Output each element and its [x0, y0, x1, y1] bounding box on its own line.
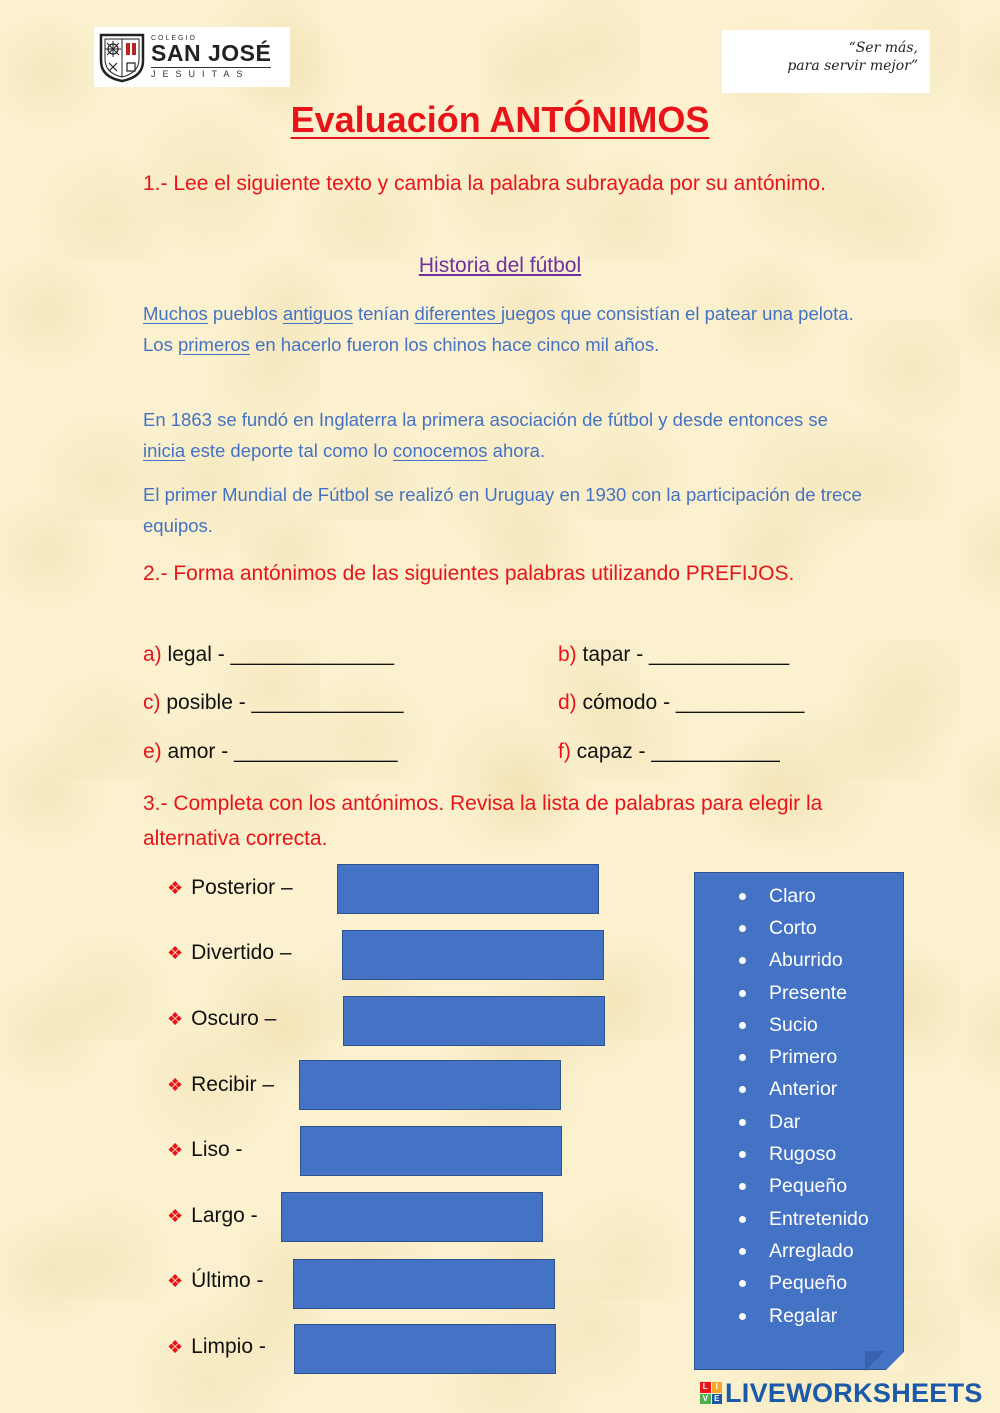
page-fold-corner	[885, 1351, 905, 1371]
q3-item: ❖ Recibir –	[167, 1073, 275, 1096]
diamond-bullet-icon: ❖	[167, 1074, 184, 1095]
q1-instruction: 1.- Lee el siguiente texto y cambia la palabra subrayada por su antónimo.	[143, 172, 826, 195]
answer-box-ultimo[interactable]	[293, 1259, 555, 1309]
word-option[interactable]: Rugoso	[695, 1138, 903, 1170]
q2-instruction: 2.- Forma antónimos de las siguientes palabras utilizando PREFIJOS.	[143, 562, 795, 585]
word-list	[694, 872, 904, 1370]
answer-box-limpio[interactable]	[294, 1324, 556, 1374]
underlined-word: Muchos	[143, 303, 208, 324]
school-logo	[94, 27, 290, 87]
answer-box-liso[interactable]	[300, 1126, 562, 1176]
diamond-bullet-icon: ❖	[167, 1336, 184, 1357]
prefix-item-b[interactable]: b) tapar - ____________	[558, 643, 790, 666]
answer-box-recibir[interactable]	[299, 1060, 561, 1110]
underlined-word: diferentes	[414, 303, 501, 324]
word-option[interactable]: Pequeño	[695, 1268, 903, 1300]
diamond-bullet-icon: ❖	[167, 1008, 184, 1029]
diamond-bullet-icon: ❖	[167, 1139, 184, 1160]
word-option[interactable]: Arreglado	[695, 1235, 903, 1267]
prefix-item-e[interactable]: e) amor - ______________	[143, 740, 398, 763]
word-option[interactable]: Anterior	[695, 1074, 903, 1106]
q3-item: ❖ Divertido –	[167, 941, 292, 964]
diamond-bullet-icon: ❖	[167, 1270, 184, 1291]
word-option[interactable]: Claro	[695, 880, 903, 912]
underlined-word: antiguos	[282, 303, 353, 324]
diamond-bullet-icon: ❖	[167, 1205, 184, 1226]
diamond-bullet-icon: ❖	[167, 877, 184, 898]
underlined-word: conocemos	[392, 440, 488, 461]
logo-colegio: COLEGIO	[151, 35, 197, 42]
q3-item: ❖ Largo -	[167, 1204, 258, 1227]
liveworksheets-icon: L I V E	[700, 1382, 722, 1404]
word-option[interactable]: Regalar	[695, 1300, 903, 1332]
answer-box-largo[interactable]	[281, 1192, 543, 1242]
shield-icon	[97, 31, 147, 83]
prefix-item-f[interactable]: f) capaz - ___________	[558, 740, 780, 763]
motto-line-2: para servir mejor”	[787, 58, 918, 74]
prefix-item-c[interactable]: c) posible - _____________	[143, 691, 404, 714]
answer-box-posterior[interactable]	[337, 864, 599, 914]
text-title: Historia del fútbol	[418, 254, 582, 277]
word-option[interactable]: Presente	[695, 977, 903, 1009]
answer-box-oscuro[interactable]	[343, 996, 605, 1046]
q3-instruction: 3.- Completa con los antónimos. Revisa la lista de palabras para elegir la alternativa correcta.	[143, 792, 823, 850]
page-fold	[865, 1351, 885, 1371]
prefix-item-d[interactable]: d) cómodo - ___________	[558, 691, 805, 714]
q3-item: ❖ Oscuro –	[167, 1007, 277, 1030]
word-option[interactable]: Primero	[695, 1041, 903, 1073]
page-title: Evaluación ANTÓNIMOS	[290, 99, 710, 140]
liveworksheets-watermark	[700, 1378, 983, 1408]
q3-item: ❖ Último -	[167, 1269, 264, 1292]
word-option[interactable]: Corto	[695, 912, 903, 944]
answer-box-divertido[interactable]	[342, 930, 604, 980]
liveworksheets-text: LIVEWORKSHEETS	[725, 1377, 983, 1408]
motto-line-1: “Ser más,	[848, 40, 918, 56]
q3-item: ❖ Posterior –	[167, 876, 293, 899]
word-option[interactable]: Entretenido	[695, 1203, 903, 1235]
underlined-word: primeros	[177, 334, 250, 355]
logo-name: SAN JOSÉ	[151, 40, 272, 66]
diamond-bullet-icon: ❖	[167, 942, 184, 963]
motto-box	[722, 30, 930, 93]
underlined-word: inicia	[143, 440, 186, 461]
word-option[interactable]: Pequeño	[695, 1171, 903, 1203]
paragraph-1: Muchos pueblos antiguos tenían diferentes juegos que consistían el patear una pelota. Los primeros en hacerlo fueron los chinos hace cinco mil años.	[143, 303, 854, 355]
logo-sub: JESUITAS	[151, 69, 250, 79]
word-option[interactable]: Aburrido	[695, 945, 903, 977]
word-option[interactable]: Sucio	[695, 1009, 903, 1041]
paragraph-3: El primer Mundial de Fútbol se realizó en Uruguay en 1930 con la participación de trece equipos.	[143, 484, 862, 536]
prefix-item-a[interactable]: a) legal - ______________	[143, 643, 395, 666]
paragraph-2: En 1863 se fundó en Inglaterra la primera asociación de fútbol y desde entonces se inicia este deporte tal como lo conocemos ahora.	[143, 409, 828, 461]
q3-item: ❖ Limpio -	[167, 1335, 266, 1358]
word-option[interactable]: Dar	[695, 1106, 903, 1138]
q3-item: ❖ Liso -	[167, 1138, 243, 1161]
